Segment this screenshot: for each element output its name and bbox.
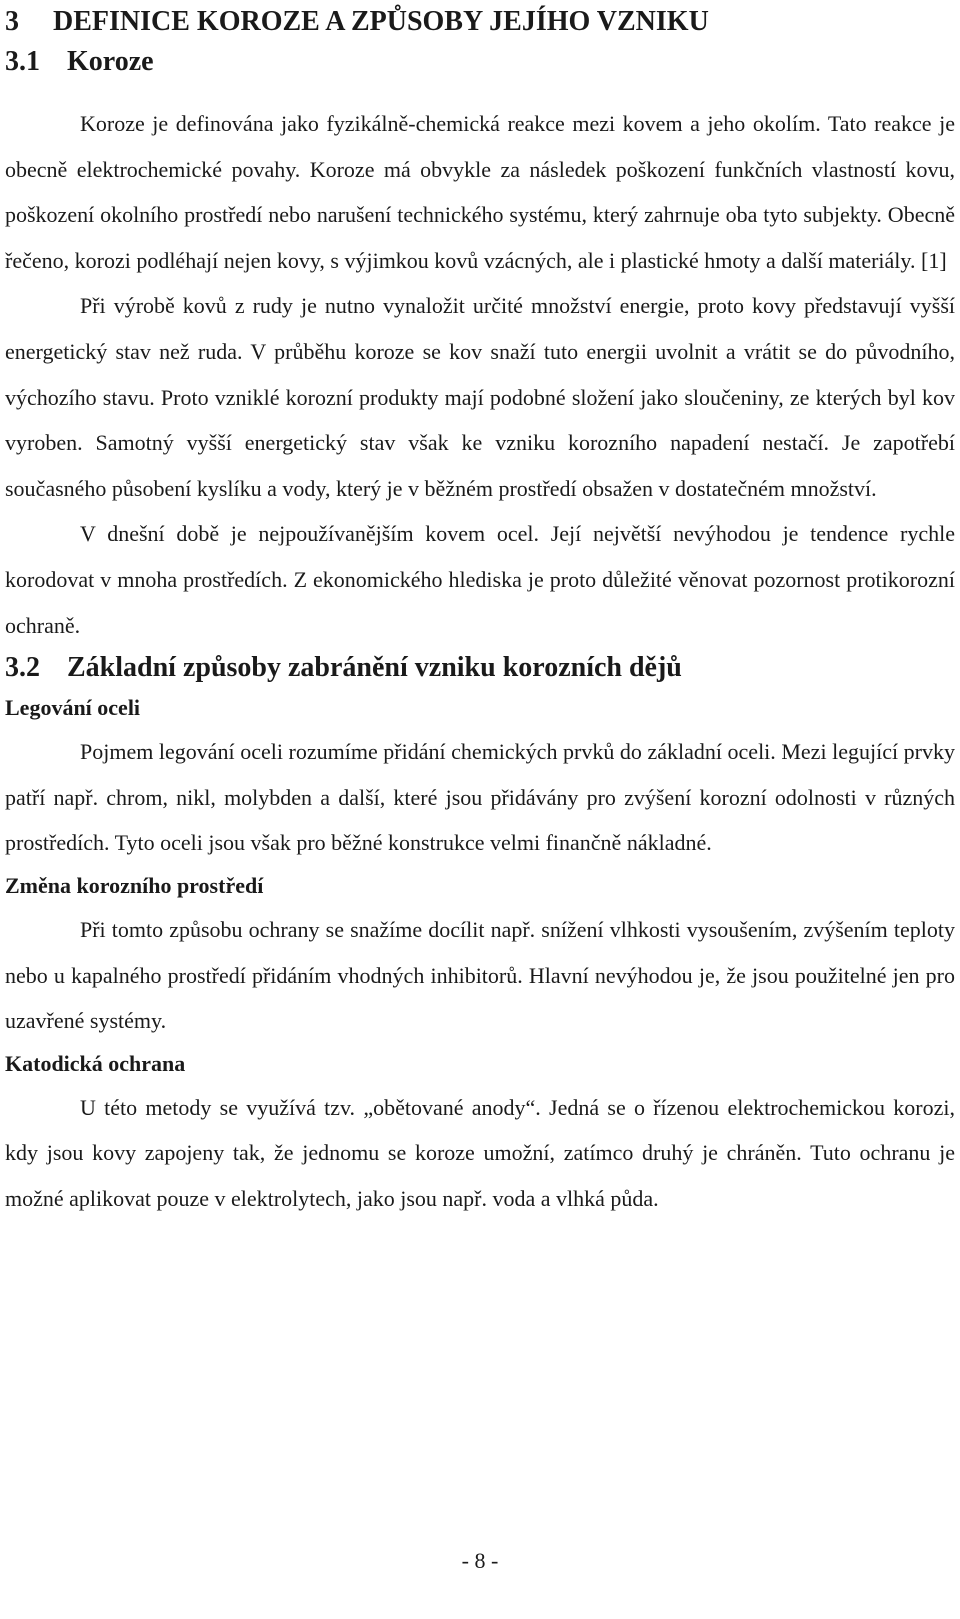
section-heading-zpusoby <box>5 648 955 688</box>
chapter-title: DEFINICE KOROZE A ZPŮSOBY JEJÍHO VZNIKU <box>53 6 709 37</box>
section-number: 3.1 <box>5 46 40 77</box>
paragraph: V dnešní době je nejpoužívanějším kovem ocel. Její největší nevýhodou je tendence rychle korodovat v mnoha prostředích. Z ekonomického hlediska je proto důležité věnovat pozornost protikorozní ochraně. <box>5 521 955 638</box>
page-number: - 8 - <box>461 1548 499 1573</box>
section-number: 3.2 <box>5 652 40 684</box>
subsection-heading: Katodická ochrana <box>5 1050 186 1076</box>
document-page <box>5 0 955 1221</box>
paragraph: Koroze je definována jako fyzikálně-chemická reakce mezi kovem a jeho okolím. Tato reakce je obecně elektrochemické povahy. Koroze má obvykle za následek poškození funkčních vlastností kovu, poškození okolního prostředí nebo narušení technického systému, který zahrnuje oba tyto subjekty. Obecně řečeno, korozi podléhají nejen kovy, s výjimkou kovů vzácných, ale i plastické hmoty a další materiály. [1] <box>5 111 955 273</box>
chapter-heading <box>5 0 955 42</box>
subsection-heading: Změna korozního prostředí <box>5 872 264 898</box>
paragraph: Při výrobě kovů z rudy je nutno vynaložit určité množství energie, proto kovy představují vyšší energetický stav než ruda. V průběhu koroze se kov snaží tuto energii uvolnit a vrátit se do původního, výchozího stavu. Proto vzniklé korozní produkty mají podobné složení jako sloučeniny, ze kterých byl kov vyroben. Samotný vyšší energetický stav však ke vzniku korozního napadení nestačí. Je zapotřebí současného působení kyslíku a vody, který je v běžném prostředí obsažen v dostatečném množství. <box>5 293 955 501</box>
paragraph: Pojmem legování oceli rozumíme přidání chemických prvků do základní oceli. Mezi legující prvky patří např. chrom, nikl, molybden a další, které jsou přidávány pro zvýšení korozní odolnosti v různých prostředích. Tyto oceli jsou však pro běžné konstrukce velmi finančně nákladné. <box>5 739 955 856</box>
paragraph: U této metody se využívá tzv. „obětované anody“. Jedná se o řízenou elektrochemickou korozi, kdy jsou kovy zapojeny tak, že jednomu se koroze umožní, zatímco druhý je chráněn. Tuto ochranu je možné aplikovat pouze v elektrolytech, jako jsou např. voda a vlhká půda. <box>5 1094 955 1211</box>
section-heading-koroze <box>5 42 955 82</box>
chapter-number: 3 <box>5 6 19 37</box>
section-title: Základní způsoby zabránění vzniku korozních dějů <box>67 652 682 684</box>
subsection-heading: Legování oceli <box>5 695 141 721</box>
paragraph: Při tomto způsobu ochrany se snažíme docílit např. snížení vlhkosti vysoušením, zvýšením teploty nebo u kapalného prostředí přidáním vhodných inhibitorů. Hlavní nevýhodou je, že jsou použitelné jen pro uzavřené systémy. <box>5 916 955 1034</box>
section-title: Koroze <box>67 46 154 77</box>
